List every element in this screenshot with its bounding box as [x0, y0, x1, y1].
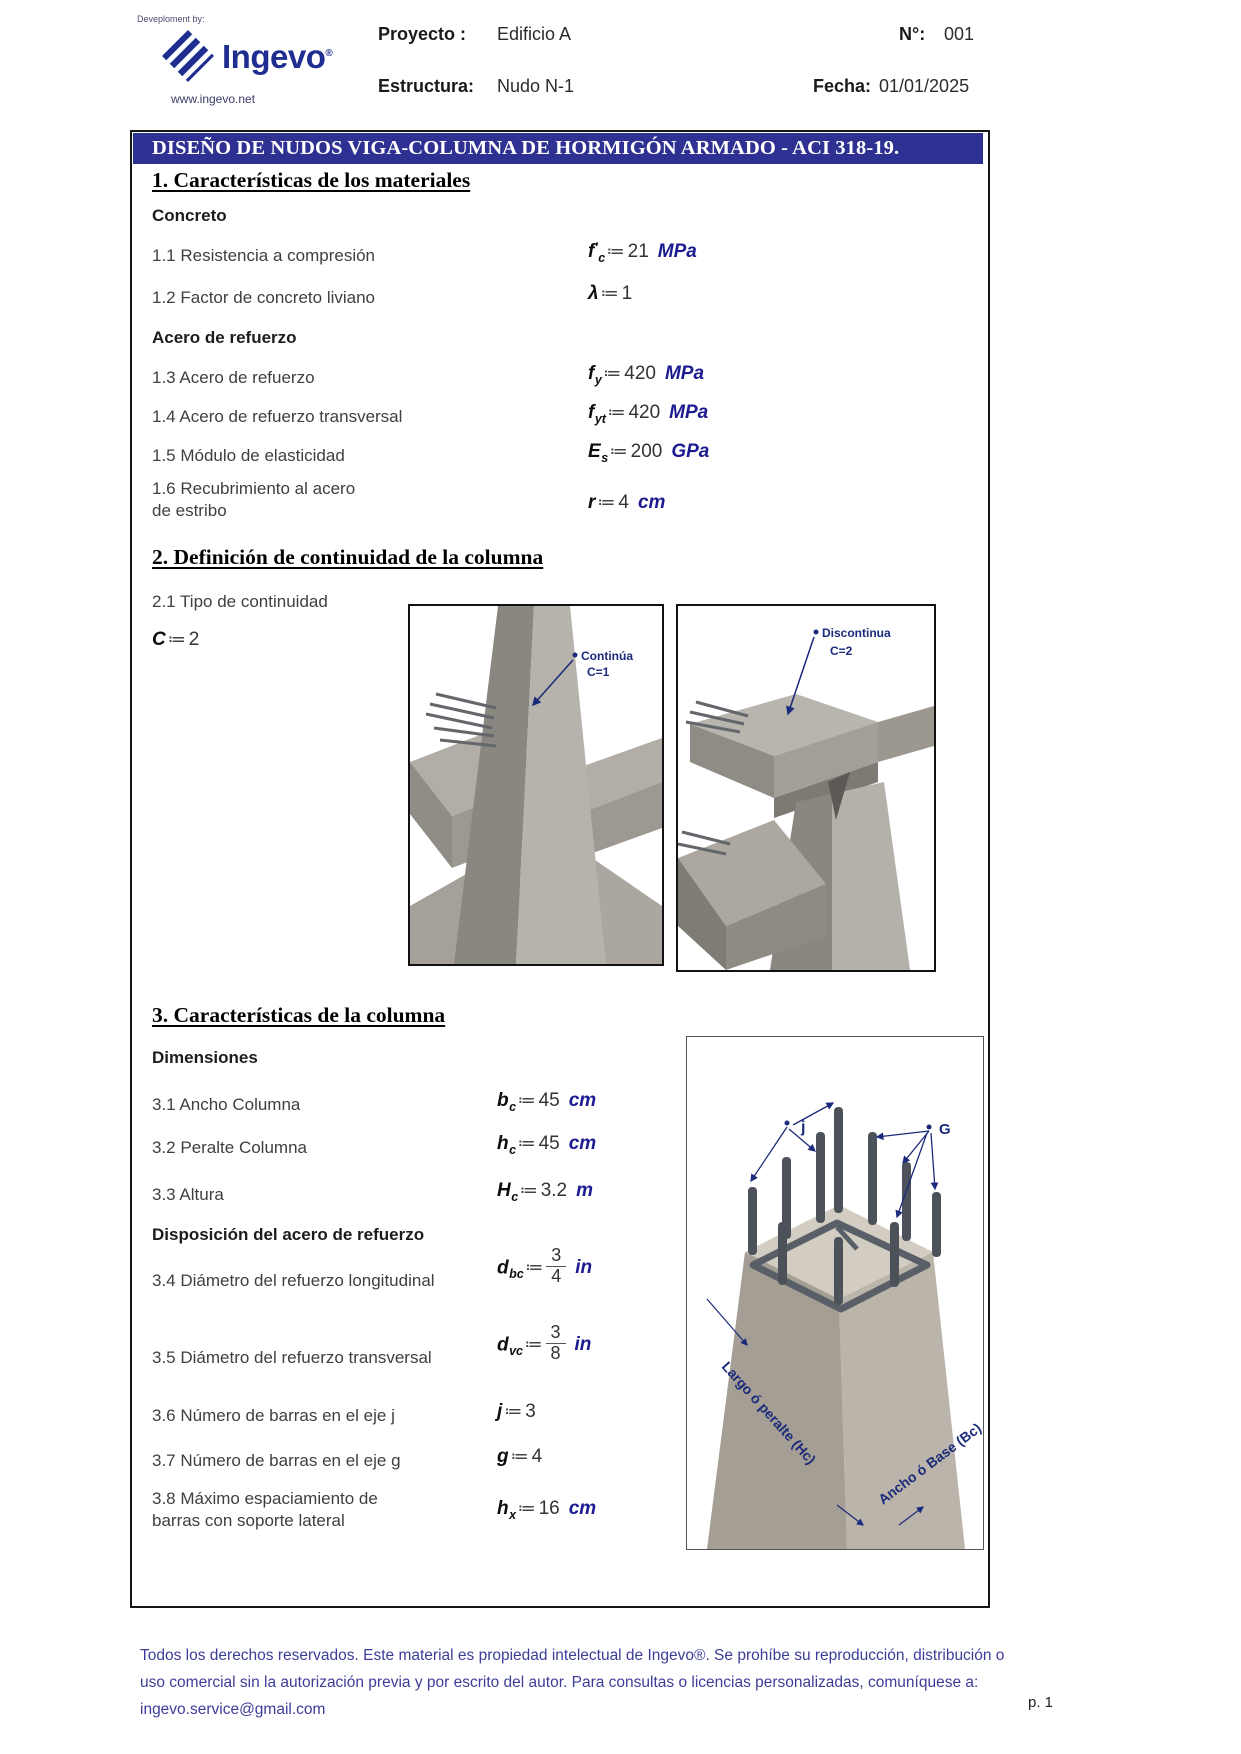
assign-symbol: ≔ [517, 1498, 536, 1518]
row-2-1-label: 2.1 Tipo de continuidad [152, 592, 328, 611]
formula-value: 45 [538, 1090, 560, 1111]
formula-value: 2 [188, 629, 200, 650]
formula-value: 3.2 [540, 1180, 568, 1201]
sheet-number-value: 001 [944, 24, 975, 44]
formula-sub: c [509, 1143, 517, 1157]
assign-symbol: ≔ [603, 363, 622, 383]
formula-unit: GPa [671, 441, 710, 462]
brand-name [222, 38, 332, 76]
brand-website: www.ingevo.net [171, 92, 256, 106]
footer-line-2: uso comercial sin la autorización previa y por escrito del autor. Para consultas o licencias personalizadas, comuníquese a: [140, 1674, 979, 1691]
assign-symbol: ≔ [517, 1090, 536, 1110]
formula-sub: y [594, 373, 602, 387]
formula-value: 420 [628, 402, 661, 423]
page-number: p. 1 [1028, 1694, 1054, 1711]
formula-var: f [588, 402, 595, 423]
sheet-number-label: N°: [899, 24, 926, 44]
assign-symbol: ≔ [519, 1180, 538, 1200]
assign-symbol: ≔ [609, 441, 628, 461]
formula-var: C [152, 629, 166, 650]
row-3-5-label: 3.5 Diámetro del refuerzo transversal [152, 1348, 432, 1367]
formula-unit: MPa [664, 363, 705, 384]
formula-continuity [152, 629, 199, 651]
base-dimension-label: Ancho ó Base (Bc) [875, 1419, 983, 1508]
row-1-1-label: 1.1 Resistencia a compresión [152, 246, 376, 265]
formula-fc [588, 241, 697, 263]
assign-symbol: ≔ [597, 492, 616, 512]
formula-Hc [497, 1180, 593, 1202]
formula-var: r [588, 492, 596, 513]
formula-unit: cm [568, 1498, 597, 1519]
formula-g [497, 1446, 542, 1468]
row-1-4-label: 1.4 Acero de refuerzo transversal [152, 407, 403, 426]
formula-sub: c [598, 251, 606, 265]
formula-unit: m [576, 1180, 594, 1201]
formula-var: g [497, 1446, 509, 1467]
formula-var: λ [588, 283, 599, 304]
formula-var: E [588, 441, 601, 462]
assign-symbol: ≔ [524, 1334, 543, 1355]
figure-column-rebar [686, 1036, 984, 1550]
footer-line-1: Todos los derechos reservados. Este material es propiedad intelectual de Ingevo®. Se prohíbe su reproducción, distribución o [140, 1647, 1005, 1664]
formula-sub: s [601, 451, 609, 465]
logo-stripes [168, 36, 211, 79]
figure-continuous-joint [408, 604, 664, 966]
formula-value: 16 [538, 1498, 560, 1519]
row-3-7-label: 3.7 Número de barras en el eje g [152, 1451, 401, 1470]
structure-label: Estructura: [378, 76, 475, 96]
row-3-3-label: 3.3 Altura [152, 1185, 224, 1204]
formula-hc [497, 1133, 596, 1155]
fraction [546, 1323, 566, 1364]
section1-concrete-subheading: Concreto [152, 206, 227, 225]
assign-symbol: ≔ [606, 241, 625, 261]
formula-unit: MPa [657, 241, 697, 262]
formula-lambda [588, 283, 632, 305]
formula-unit: in [574, 1334, 592, 1356]
formula-value: 4 [531, 1446, 543, 1467]
formula-value: 200 [630, 441, 663, 462]
figure2-caption-line2: C=2 [830, 644, 853, 658]
section3-dimensions-subheading: Dimensiones [152, 1048, 258, 1067]
project-value: Edificio A [497, 24, 572, 44]
formula-es [588, 441, 709, 463]
formula-value: 4 [618, 492, 629, 513]
axis-j-label: j [801, 1119, 806, 1136]
formula-var: h [497, 1133, 509, 1154]
figure1-caption-line2: C=1 [587, 665, 610, 679]
formula-sub: c [509, 1100, 517, 1114]
formula-sub: bc [509, 1267, 524, 1282]
formula-value: 420 [624, 363, 656, 384]
formula-fy [588, 363, 704, 385]
formula-var: H [497, 1180, 511, 1201]
assign-symbol: ≔ [510, 1446, 529, 1466]
assign-symbol: ≔ [504, 1401, 523, 1421]
copyright-footer [140, 1642, 1030, 1723]
formula-unit: cm [568, 1133, 597, 1154]
brand-text: Ingevo [222, 38, 326, 75]
row-3-1-label: 3.1 Ancho Columna [152, 1095, 301, 1114]
discontinuous-joint-render [678, 606, 934, 970]
row-3-6-label: 3.6 Número de barras en el eje j [152, 1406, 395, 1425]
formula-unit: in [575, 1257, 593, 1279]
fraction-denominator: 4 [546, 1266, 566, 1287]
document-title-bar: DISEÑO DE NUDOS VIGA-COLUMNA DE HORMIGÓN ARMADO - ACI 318-19. [133, 133, 983, 164]
formula-value: 45 [538, 1133, 560, 1154]
section3-rebar-subheading: Disposición del acero de refuerzo [152, 1225, 425, 1244]
fraction-numerator: 3 [551, 1245, 562, 1265]
formula-j [497, 1401, 536, 1423]
row-3-8-label: 3.8 Máximo espaciamiento de barras con soporte lateral [152, 1489, 378, 1530]
assign-symbol: ≔ [517, 1133, 536, 1153]
formula-var: d [497, 1334, 509, 1356]
formula-var: d [497, 1257, 509, 1279]
formula-r [588, 492, 665, 514]
fraction-denominator: 8 [546, 1343, 566, 1364]
assign-symbol: ≔ [167, 629, 186, 649]
footer-email: ingevo.service@gmail.com [140, 1701, 326, 1718]
formula-hx [497, 1498, 596, 1520]
formula-var: b [497, 1090, 509, 1111]
development-by-label: Deveploment by: [137, 14, 205, 24]
formula-var: h [497, 1498, 509, 1519]
formula-dbc [497, 1245, 593, 1289]
assign-symbol: ≔ [600, 283, 619, 303]
structure-value: Nudo N-1 [497, 76, 575, 96]
formula-value: 1 [621, 283, 633, 304]
formula-sub: yt [594, 412, 606, 426]
logo-diamond-icon [160, 28, 216, 84]
formula-var: f [588, 363, 595, 384]
row-1-2-label: 1.2 Factor de concreto liviano [152, 288, 376, 307]
figure1-caption-line1: Continúa [581, 649, 633, 663]
section3-heading: 3. Características de la columna [152, 1003, 446, 1027]
brand-registered-mark: ® [325, 48, 333, 59]
date-value: 01/01/2025 [879, 76, 970, 96]
formula-unit: cm [637, 492, 666, 513]
formula-prime: ′ [594, 239, 598, 255]
depth-dimension-label: Largo ó peralte (Hc) [718, 1358, 820, 1468]
section1-heading: 1. Características de los materiales [152, 168, 471, 192]
formula-bc [497, 1090, 596, 1112]
ingevo-logo-icon [160, 28, 216, 84]
continuous-joint-render [410, 606, 662, 964]
project-label: Proyecto : [378, 24, 467, 44]
formula-value: 3 [525, 1401, 536, 1422]
formula-var: f [588, 241, 595, 262]
fraction-numerator: 3 [550, 1322, 561, 1342]
formula-sub: x [509, 1508, 517, 1522]
fraction [546, 1246, 566, 1287]
figure2-caption-line1: Discontinua [822, 626, 891, 640]
row-1-6-label: 1.6 Recubrimiento al acero de estribo [152, 479, 356, 520]
formula-value: 21 [627, 241, 649, 262]
formula-sub: c [511, 1190, 519, 1204]
section1-steel-subheading: Acero de refuerzo [152, 328, 297, 347]
formula-sub: vc [509, 1344, 524, 1359]
formula-unit: MPa [669, 402, 709, 423]
formula-var: j [497, 1401, 503, 1422]
date-label: Fecha: [813, 76, 872, 96]
row-1-3-label: 1.3 Acero de refuerzo [152, 368, 315, 387]
assign-symbol: ≔ [525, 1257, 544, 1278]
section2-heading: 2. Definición de continuidad de la columna [152, 545, 544, 569]
figure-discontinuous-joint [676, 604, 936, 972]
axis-g-label: G [939, 1121, 951, 1138]
column-rebar-render [687, 1037, 983, 1549]
row-3-4-label: 3.4 Diámetro del refuerzo longitudinal [152, 1271, 435, 1290]
row-1-5-label: 1.5 Módulo de elasticidad [152, 446, 345, 465]
formula-dvc [497, 1322, 592, 1366]
formula-fyt [588, 402, 708, 424]
assign-symbol: ≔ [607, 402, 626, 422]
row-3-2-label: 3.2 Peralte Columna [152, 1138, 307, 1157]
formula-unit: cm [568, 1090, 597, 1111]
